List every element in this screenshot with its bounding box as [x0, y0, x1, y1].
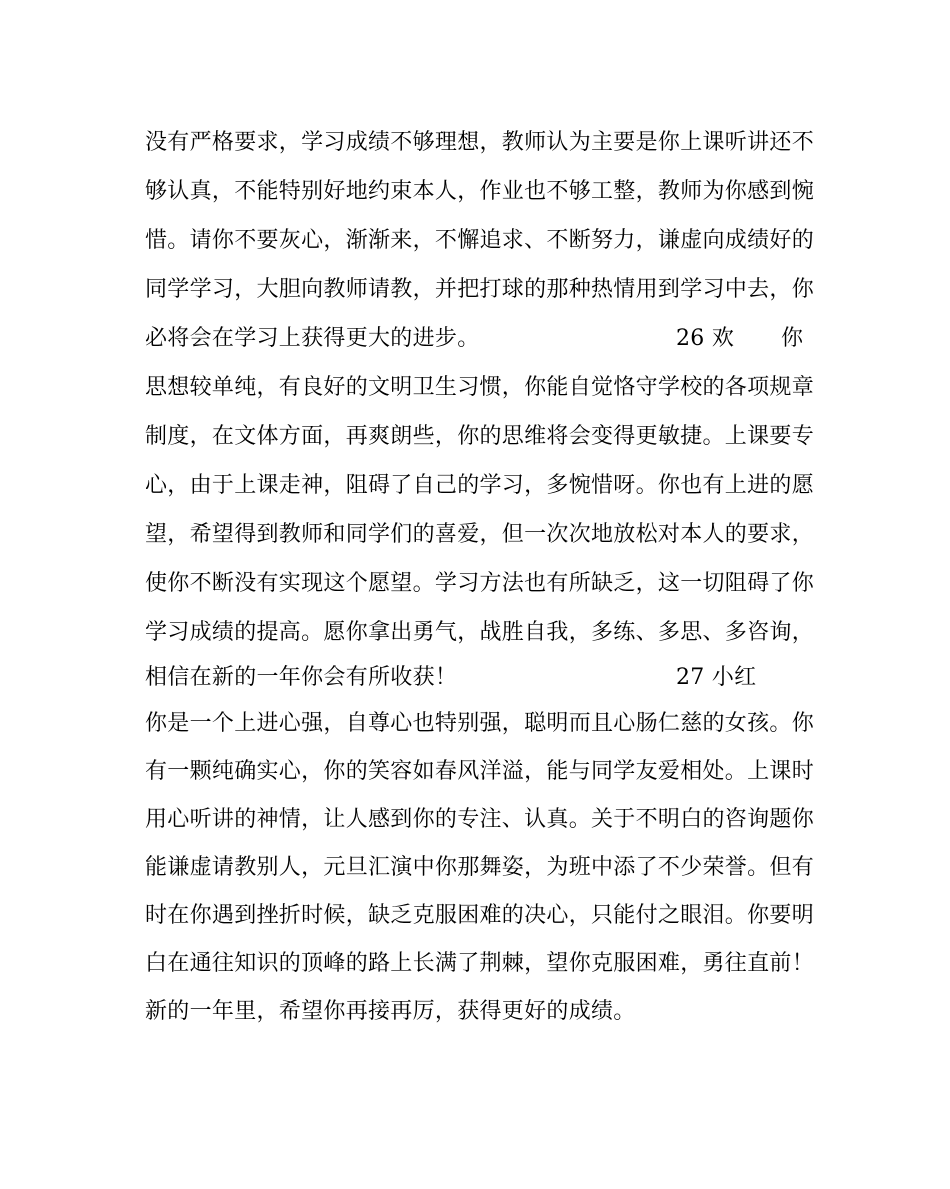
- text-line: 望，希望得到教师和同学们的喜爱，但一次次地放松对本人的要求，: [145, 522, 815, 547]
- text-line: 思想较单纯，有良好的文明卫生习惯，你能自觉恪守学校的各项规章: [145, 375, 815, 400]
- text-line: 白在通往知识的顶峰的路上长满了荆棘，望你克服困难，勇往直前！: [145, 951, 815, 976]
- text-line: 学习成绩的提高。愿你拿出勇气，战胜自我，多练、多思、多咨询，: [145, 620, 815, 645]
- entry-number: 27 小红: [676, 665, 757, 690]
- text-line: 新的一年里，希望你再接再厉，获得更好的成绩。: [145, 999, 636, 1024]
- text-line: 惜。请你不要灰心，渐渐来，不懈追求、不断努力，谦虚向成绩好的: [145, 228, 815, 253]
- text-line: 制度，在文体方面，再爽朗些，你的思维将会变得更敏捷。上课要专: [145, 424, 815, 449]
- text-segment: 必将会在学习上获得更大的进步。: [145, 326, 480, 351]
- entry-number: 26 欢: [676, 326, 735, 351]
- text-segment: 相信在新的一年你会有所收获！: [145, 665, 458, 690]
- text-line: 同学学习，大胆向教师请教，并把打球的那种热情用到学习中去，你: [145, 277, 815, 302]
- text-line: 你是一个上进心强，自尊心也特别强，聪明而且心肠仁慈的女孩。你: [145, 711, 815, 736]
- split-text-line: [145, 315, 805, 363]
- text-line: 心，由于上课走神，阻碍了自己的学习，多惋惜呀。你也有上进的愿: [145, 473, 815, 498]
- text-line: 没有严格要求，学习成绩不够理想，教师认为主要是你上课听讲还不: [145, 130, 815, 155]
- text-segment: 你: [781, 326, 804, 351]
- text-line: 使你不断没有实现这个愿望。学习方法也有所缺乏，这一切阻碍了你: [145, 571, 815, 596]
- text-line: 够认真，不能特别好地约束本人，作业也不够工整，教师为你感到惋: [145, 179, 815, 204]
- split-text-line: [145, 654, 805, 702]
- text-line: 时在你遇到挫折时候，缺乏克服困难的决心，只能付之眼泪。你要明: [145, 903, 815, 928]
- text-line: 有一颗纯确实心，你的笑容如春风洋溢，能与同学友爱相处。上课时: [145, 759, 815, 784]
- text-line: 用心听讲的神情，让人感到你的专注、认真。关于不明白的咨询题你: [145, 807, 815, 832]
- text-line: 能谦虚请教别人，元旦汇演中你那舞姿，为班中添了不少荣誉。但有: [145, 855, 815, 880]
